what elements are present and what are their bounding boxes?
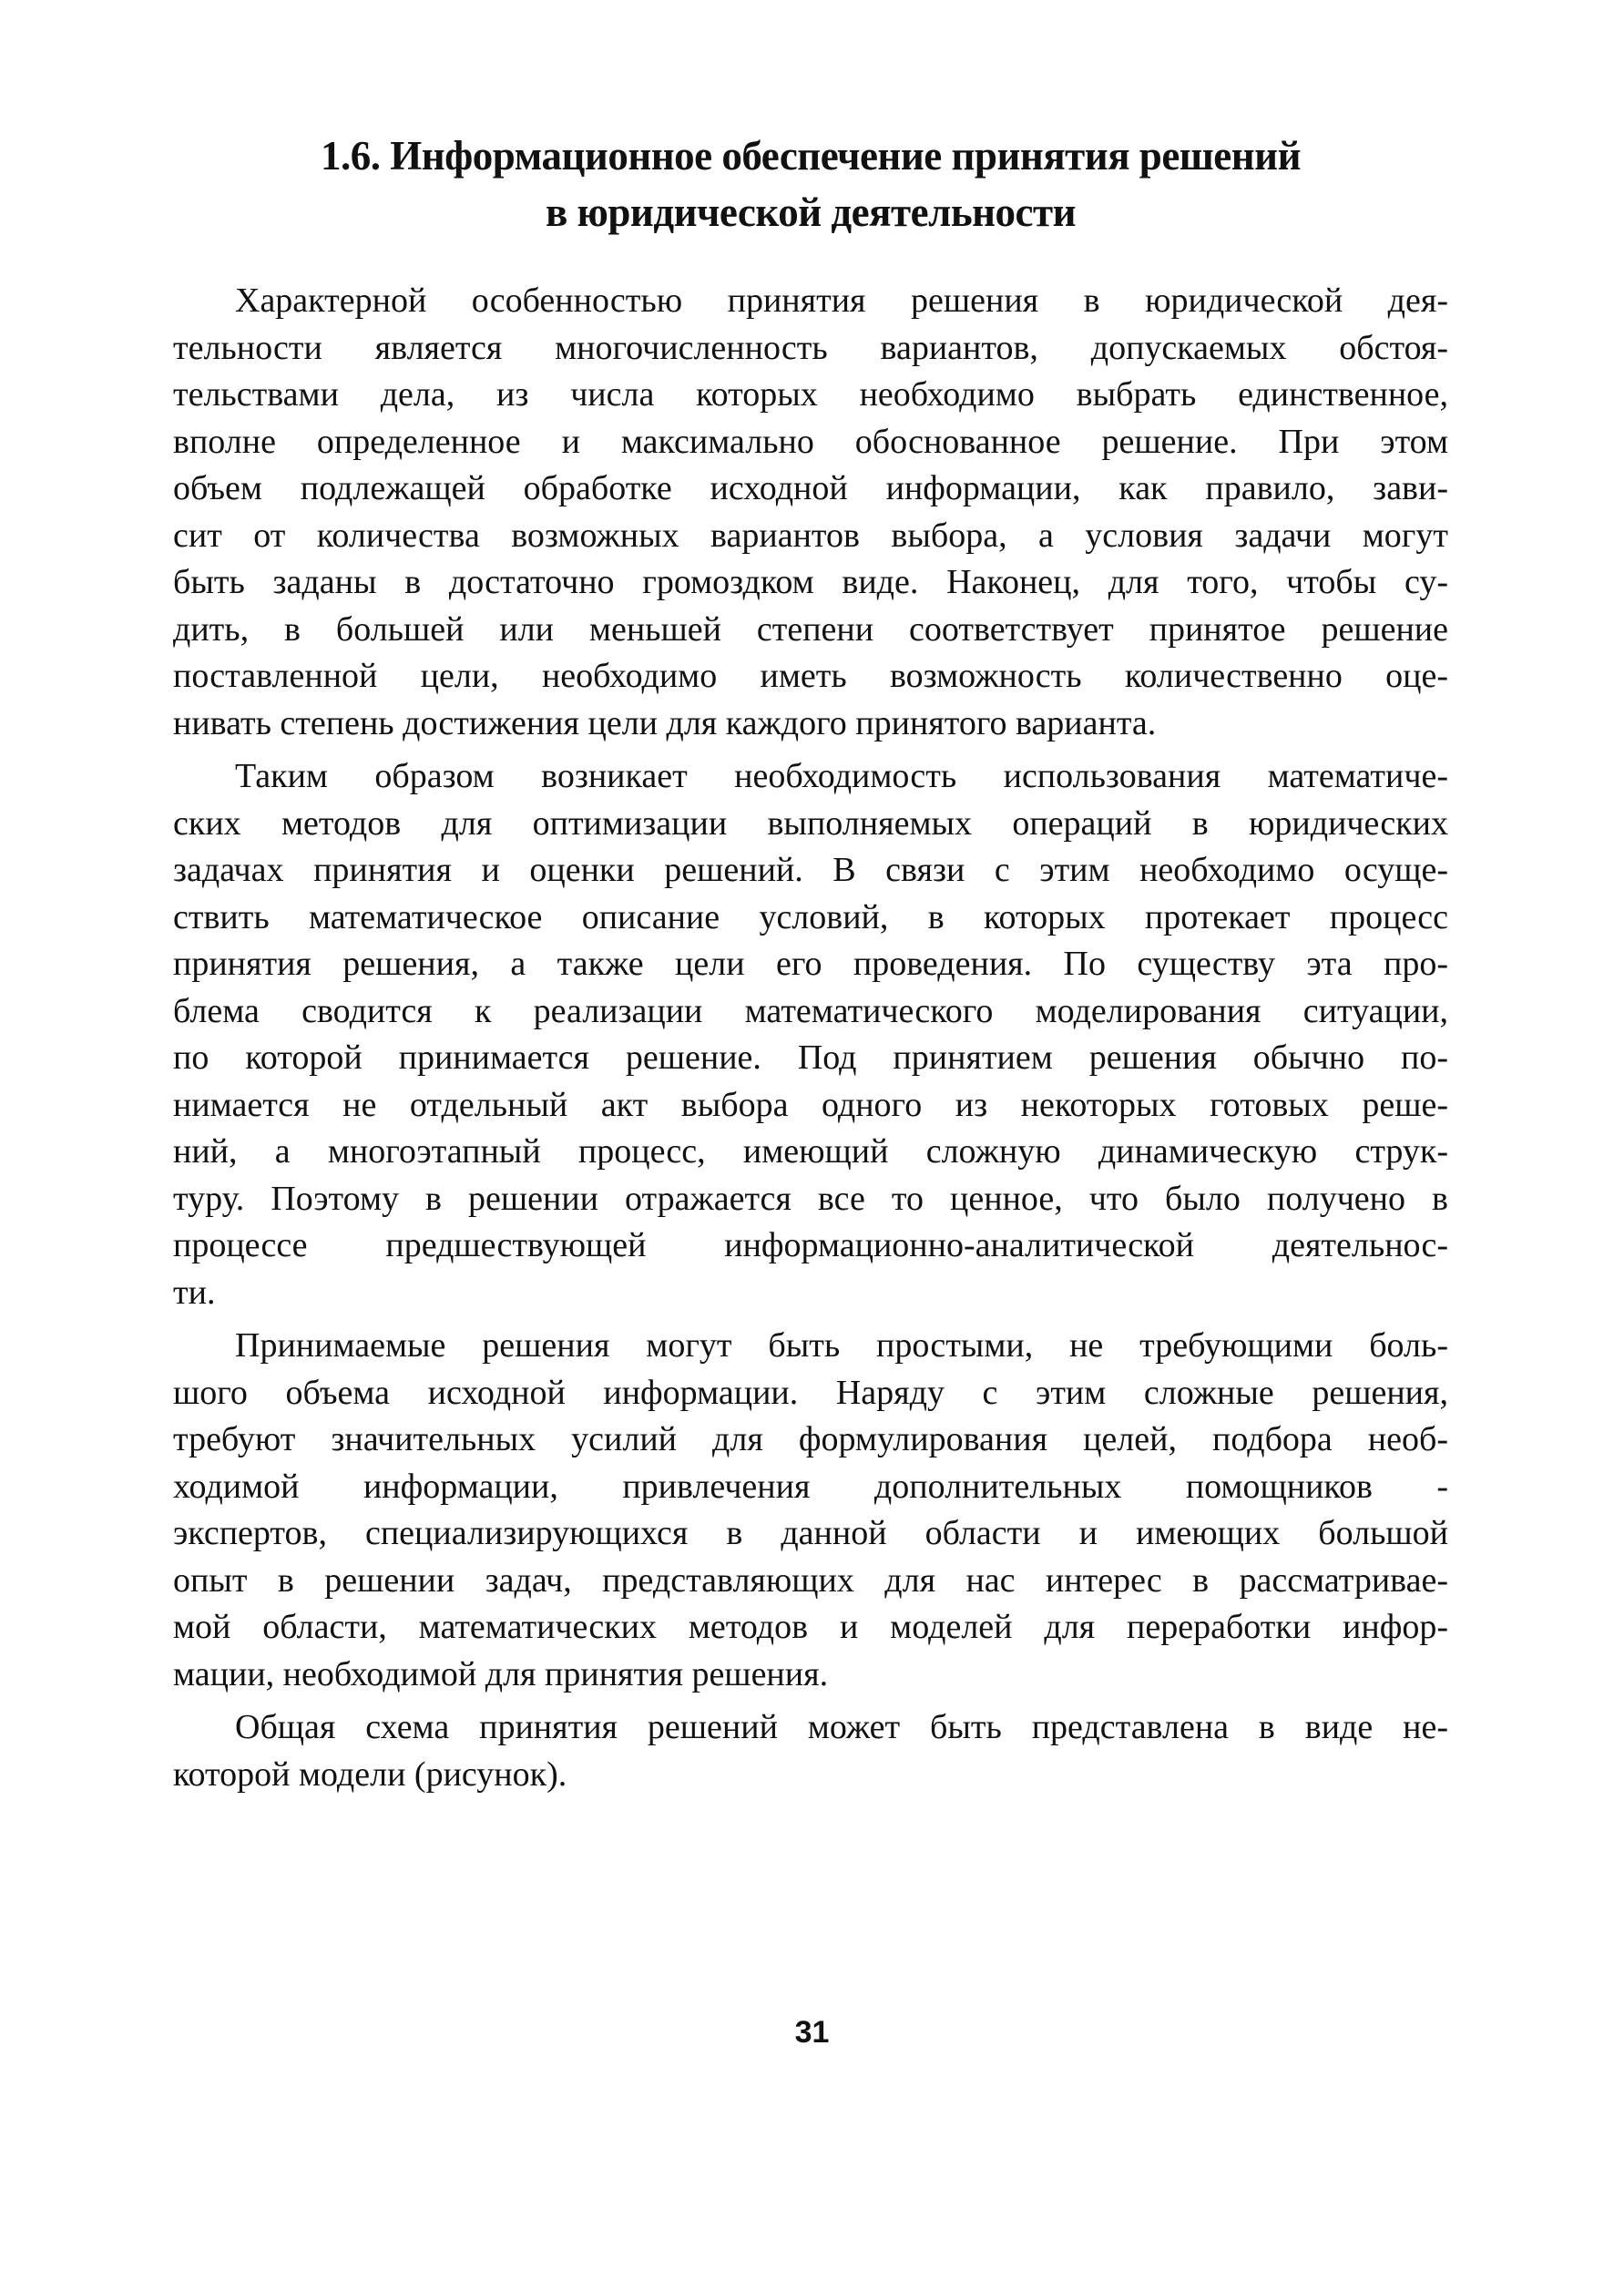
text-line: которой модели (рисунок). xyxy=(173,1754,567,1794)
section-title-line-2: в юридической деятельности xyxy=(545,189,1077,235)
text-line: объем подлежащей обработке исходной информации, как правило, зави- xyxy=(173,469,1448,507)
body-text xyxy=(173,278,1448,1805)
text-line: мации, необходимой для принятия решения. xyxy=(173,1654,829,1693)
section-title xyxy=(209,128,1412,240)
text-line: нивать степень достижения цели для каждого принятого варианта. xyxy=(173,703,1157,742)
text-line: шого объема исходной информации. Наряду с этим сложные решения, xyxy=(173,1373,1448,1412)
text-line: сит от количества возможных вариантов выбора, а условия задачи могут xyxy=(173,516,1448,555)
text-line: блема сводится к реализации математического моделирования ситуации, xyxy=(173,991,1448,1030)
text-line: тельности является многочисленность вариантов, допускаемых обстоя- xyxy=(173,328,1448,367)
text-line: мой области, математических методов и моделей для переработки инфор- xyxy=(173,1608,1448,1646)
paragraph-2 xyxy=(173,753,1448,1316)
text-line: поставленной цели, необходимо иметь возможность количественно оце- xyxy=(173,657,1448,695)
text-line: ний, а многоэтапный процесс, имеющий сложную динамическую струк- xyxy=(173,1132,1448,1171)
paragraph-3 xyxy=(173,1323,1448,1698)
text-line: принятия решения, а также цели его проведения. По существу эта про- xyxy=(173,945,1448,983)
text-line: ходимой информации, привлечения дополнительных помощников - xyxy=(173,1467,1448,1506)
text-line: ствить математическое описание условий, в которых протекает процесс xyxy=(173,897,1448,936)
text-line: туру. Поэтому в решении отражается все то ценное, что было получено в xyxy=(173,1179,1448,1218)
text-line: вполне определенное и максимально обоснованное решение. При этом xyxy=(173,422,1448,461)
text-line: дить, в большей или меньшей степени соответствует принятое решение xyxy=(173,609,1448,649)
text-line: экспертов, специализирующихся в данной области и имеющих большой xyxy=(173,1514,1448,1552)
text-line: Таким образом возникает необходимость использования математиче- xyxy=(235,757,1448,795)
text-line: нимается не отдельный акт выбора одного из некоторых готовых реше- xyxy=(173,1085,1448,1124)
text-line: ти. xyxy=(173,1273,216,1312)
text-line: Общая схема принятия решений может быть представлена в виде не- xyxy=(235,1708,1448,1746)
text-line: быть заданы в достаточно громоздком виде. Наконец, для того, чтобы су- xyxy=(173,563,1448,601)
section-title-line-1: 1.6. Информационное обеспечение принятия решений xyxy=(320,133,1302,179)
paragraph-1 xyxy=(173,278,1448,747)
text-line: опыт в решении задач, представляющих для нас интерес в рассматривае- xyxy=(173,1560,1448,1600)
page-number: 31 xyxy=(794,2015,830,2050)
text-line: ских методов для оптимизации выполняемых операций в юридических xyxy=(173,803,1448,843)
text-line: по которой принимается решение. Под принятием решения обычно по- xyxy=(173,1038,1448,1077)
text-line: Характерной особенностью принятия решения в юридической дея- xyxy=(235,281,1448,320)
text-line: процессе предшествующей информационно-аналитической деятельнос- xyxy=(173,1226,1448,1264)
text-line: Принимаемые решения могут быть простыми, не требующими боль- xyxy=(235,1326,1448,1365)
text-line: требуют значительных усилий для формулирования целей, подбора необ- xyxy=(173,1420,1448,1458)
paragraph-4 xyxy=(173,1704,1448,1798)
text-line: задачах принятия и оценки решений. В связи с этим необходимо осуще- xyxy=(173,851,1448,889)
text-line: тельствами дела, из числа которых необходимо выбрать единственное, xyxy=(173,375,1448,414)
